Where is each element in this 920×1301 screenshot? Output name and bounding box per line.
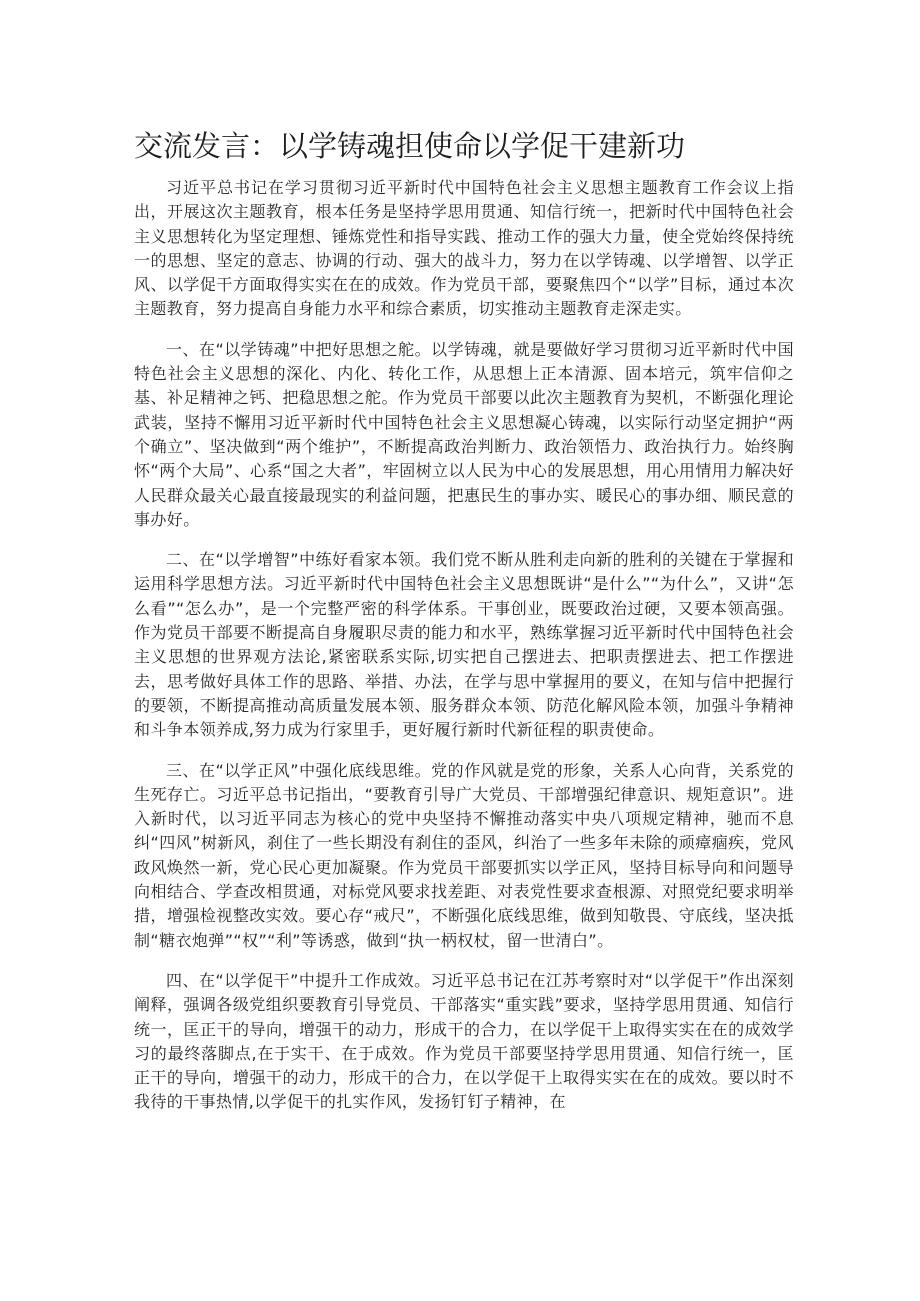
- document-title: 交流发言：以学铸魂担使命以学促干建新功: [134, 129, 686, 163]
- section-two-paragraph: 二、在“以学增智”中练好看家本领。我们党不断从胜利走向新的胜利的关键在于掌握和运用科学思想方法。习近平新时代中国特色社会主义思想既讲“是什么”“为什么”，又讲“怎么看”“怎么办”，是一个完整严密的科学体系。干事创业，既要政治过硬，又要本领高强。作为党员干部要不断提高自身履职尽责的能力和水平，熟练掌握习近平新时代中国特色社会主义思想的世界观方法论,紧密联系实际,切实把自己摆进去、把职责摆进去、把工作摆进去，思考做好具体工作的思路、举措、办法，在学与思中掌握用的要义，在知与信中把握行的要领，不断提高推动高质量发展本领、服务群众本领、防范化解风险本领，加强斗争精神和斗争本领养成,努力成为行家里手，更好履行新时代新征程的职责使命。: [134, 550, 794, 740]
- document-body: [134, 176, 794, 1131]
- intro-paragraph: 习近平总书记在学习贯彻习近平新时代中国特色社会主义思想主题教育工作会议上指出，开展这次主题教育，根本任务是坚持学思用贯通、知信行统一，把新时代中国特色社会主义思想转化为坚定理想、锤炼党性和指导实践、推动工作的强大力量，使全党始终保持统一的思想、坚定的意志、协调的行动、强大的战斗力，努力在以学铸魂、以学增智、以学正风、以学促干方面取得实实在在的成效。作为党员干部，要聚焦四个“以学”目标，通过本次主题教育，努力提高自身能力水平和综合素质，切实推动主题教育走深走实。: [134, 178, 794, 319]
- section-three-paragraph: 三、在“以学正风”中强化底线思维。党的作风就是党的形象，关系人心向背，关系党的生死存亡。习近平总书记指出，“要教育引导广大党员、干部增强纪律意识、规矩意识”。进入新时代，以习近平同志为核心的党中央坚持不懈推动落实中央八项规定精神，驰而不息纠“四风”树新风，刹住了一些长期没有刹住的歪风，纠治了一些多年未除的顽瘴痼疾，党风政风焕然一新，党心民心更加凝聚。作为党员干部要抓实以学正风，坚持目标导向和问题导向相结合、学查改相贯通，对标党风要求找差距、对表党性要求查根源、对照党纪要求明举措，增强检视整改实效。要心存“戒尺”，不断强化底线思维，做到知敬畏、守底线，坚决抵制“糖衣炮弹”“权”“利”等诱惑，做到“执一柄权杖，留一世清白”。: [134, 760, 794, 950]
- section-one-paragraph: 一、在“以学铸魂”中把好思想之舵。以学铸魂，就是要做好学习贯彻习近平新时代中国特色社会主义思想的深化、内化、转化工作，从思想上正本清源、固本培元，筑牢信仰之基、补足精神之钙、把稳思想之舵。作为党员干部要以此次主题教育为契机，不断强化理论武装，坚持不懈用习近平新时代中国特色社会主义思想凝心铸魂，以实际行动坚定拥护“两个确立”、坚决做到“两个维护”，不断提高政治判断力、政治领悟力、政治执行力。始终胸怀“两个大局”、心系“国之大者”，牢固树立以人民为中心的发展思想，用心用情用力解决好人民群众最关心最直接最现实的利益问题，把惠民生的事办实、暖民心的事办细、顺民意的事办好。: [134, 339, 794, 529]
- section-four-paragraph: 四、在“以学促干”中提升工作成效。习近平总书记在江苏考察时对“以学促干”作出深刻阐释，强调各级党组织要教育引导党员、干部落实“重实践”要求，坚持学思用贯通、知信行统一，匡正干的导向，增强干的动力，形成干的合力，在以学促干上取得实实在在的成效学习的最终落脚点,在于实干、在于成效。作为党员干部要坚持学思用贯通、知信行统一，匡正干的导向，增强干的动力，形成干的合力，在以学促干上取得实实在在的成效。要以时不我待的干事热情,以学促干的扎实作风，发扬钉钉子精神，在: [134, 970, 794, 1112]
